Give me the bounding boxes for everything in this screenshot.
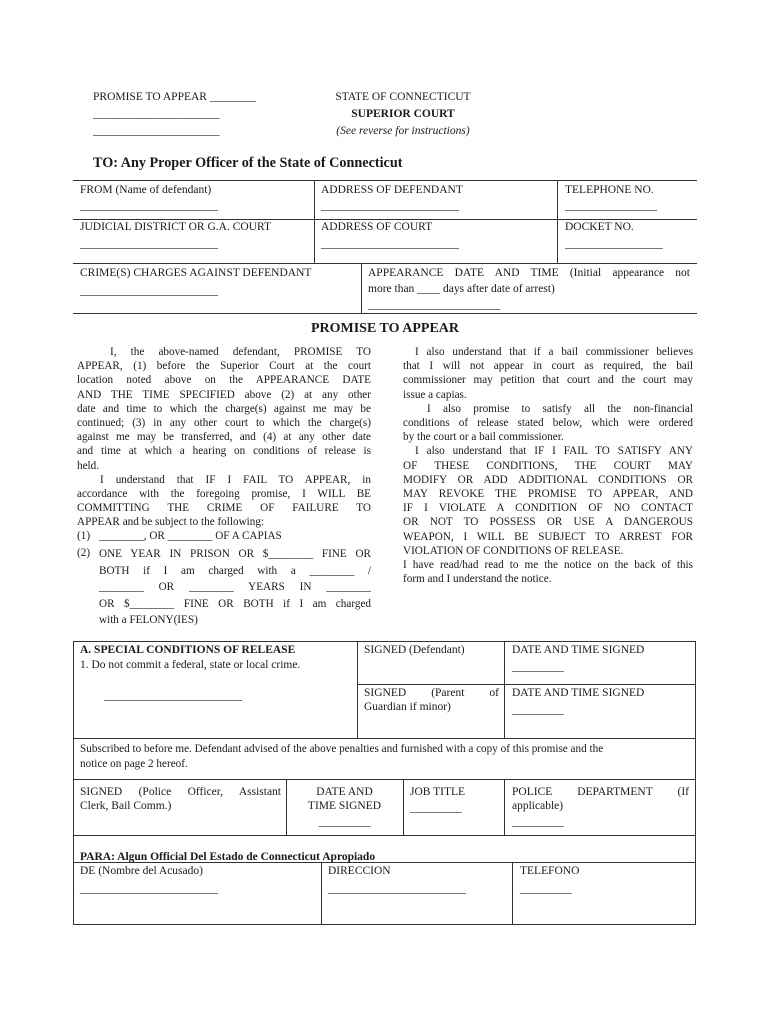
rule (73, 779, 696, 780)
time-signed-label: TIME SIGNED (307, 800, 382, 812)
job-title-field[interactable]: _________ (410, 802, 462, 814)
court-title: SUPERIOR COURT (351, 108, 455, 120)
understanding-paragraph: I also understand that if a bail commissioner believes that I will not appear in court as required, the bail commissioner may petition that court and the court may issue a capias. I also promise to satisfy all the non-financial conditions of release stated below, which were ordered by the court or a bail commissioner. I also understand that IF I FAIL TO SATISFY ANY OF THESE CONDITIONS, THE COURT MAY MODIFY OR ADD ADDITIONAL CONDITIONS OR MAY REVOKE THE PROMISE TO APPEAR, AND IF I VIOLATE A CONDITION OF NO CONTACT OR NOT TO POSSESS OR USE A DANGEROUS WEAPON, I WILL BE SUBJECT TO ARREST FOR VIOLATION OF CONDITIONS OF RELEASE. I have read/had read to me the notice on the back of this form and I understand the notice. (403, 346, 693, 586)
special-condition-field[interactable]: ________________________ (104, 690, 242, 702)
promise-title: PROMISE TO APPEAR (310, 321, 460, 336)
to-officer-heading: TO: Any Proper Officer of the State of Connecticut (93, 155, 403, 171)
judicial-district-field[interactable]: ________________________ (80, 238, 218, 250)
special-condition-item: 1. Do not commit a federal, state or local crime. (80, 659, 301, 671)
rule (73, 180, 697, 181)
rule (357, 641, 358, 738)
date-time-signed-field[interactable]: _________ (512, 704, 564, 716)
address-defendant-label: ADDRESS OF DEFENDANT (321, 184, 463, 196)
from-label: FROM (Name of defendant) (80, 184, 212, 196)
docket-label: DOCKET NO. (565, 221, 634, 233)
rule (361, 263, 362, 313)
rule (512, 862, 513, 925)
police-department-label: POLICE DEPARTMENT (If (512, 786, 689, 798)
appearance-date-label: APPEARANCE DATE AND TIME (Initial appearance not (368, 267, 690, 279)
rule (357, 684, 696, 685)
appearance-date-note: more than ____ days after date of arrest) (368, 283, 555, 295)
direccion-field[interactable]: ________________________ (328, 883, 466, 895)
rule (504, 779, 505, 835)
rule (73, 738, 696, 739)
header-blank-line[interactable]: ______________________ (93, 108, 220, 120)
promise-number-label: PROMISE TO APPEAR ________ (93, 91, 256, 103)
job-title-label: JOB TITLE (410, 786, 466, 798)
date-time-signed-label: DATE AND TIME SIGNED (512, 687, 645, 699)
item-number: (1) (77, 530, 91, 542)
de-field[interactable]: ________________________ (80, 883, 218, 895)
spanish-heading: PARA: Algun Official Del Estado de Connecticut Apropiado (80, 851, 376, 863)
address-court-label: ADDRESS OF COURT (321, 221, 433, 233)
rule (557, 180, 558, 263)
date-time-signed-field[interactable]: _________ (512, 661, 564, 673)
signed-defendant-label: SIGNED (Defendant) (364, 644, 465, 656)
telefono-label: TELEFONO (520, 865, 580, 877)
instructions-note: (See reverse for instructions) (336, 125, 470, 137)
subscribed-statement: notice on page 2 hereof. (80, 758, 188, 770)
rule (73, 835, 696, 836)
signed-officer-label: Clerk, Bail Comm.) (80, 800, 172, 812)
item-number: (2) (77, 547, 91, 559)
defendant-name-field[interactable]: ________________________ (80, 200, 218, 212)
penalty-item-1: ________, OR ________ OF A CAPIAS (99, 530, 282, 542)
address-court-field[interactable]: ________________________ (321, 238, 459, 250)
signed-parent-label: Guardian if minor) (364, 701, 451, 713)
date-and-label: DATE AND (316, 786, 373, 798)
appearance-date-field[interactable]: _______________________ (368, 299, 501, 311)
telefono-field[interactable]: _________ (520, 883, 572, 895)
de-label: DE (Nombre del Acusado) (80, 865, 203, 877)
crime-charges-field[interactable]: ________________________ (80, 285, 218, 297)
subscribed-statement: Subscribed to before me. Defendant advised of the above penalties and furnished with a copy of this promise and the (80, 743, 604, 755)
crime-charges-label: CRIME(S) CHARGES AGAINST DEFENDANT (80, 267, 312, 279)
signed-parent-label: SIGNED (Parent of (364, 687, 499, 699)
promise-paragraph: I, the above-named defendant, PROMISE TO APPEAR, (1) before the Superior Court at the court location noted above on the APPEARANCE DATE AND THE TIME SPECIFIED above (2) at any other date and time to which the charge(s) against me may be continued; (3) in any other court to which the charge(s) against me may be transferred, and (4) at any other date and time at which a hearing on conditions of release is held. I understand that IF I FAIL TO APPEAR, in accordance with the foregoing promise, I WILL BE COMMITTING THE CRIME OF FAILURE TO APPEAR and be subject to the following: (77, 346, 371, 529)
police-department-field[interactable]: _________ (512, 816, 564, 828)
rule (321, 862, 322, 925)
telephone-label: TELEPHONE NO. (565, 184, 654, 196)
address-defendant-field[interactable]: ________________________ (321, 200, 459, 212)
state-title: STATE OF CONNECTICUT (335, 91, 471, 103)
docket-field[interactable]: _________________ (565, 238, 663, 250)
telephone-field[interactable]: ________________ (565, 200, 657, 212)
penalty-item-2: ONE YEAR IN PRISON OR $________ FINE OR BOTH if I am charged with a ________ / ________ OR ________ YEARS IN ________ OR $________ FINE OR BOTH if I am charged with a FELONY(IES) (99, 548, 371, 627)
signed-officer-label: SIGNED (Police Officer, Assistant (80, 786, 281, 798)
rule (73, 263, 697, 264)
header-blank-line[interactable]: ______________________ (93, 125, 220, 137)
officer-date-field[interactable]: _________ (318, 816, 371, 828)
rule (314, 180, 315, 263)
police-department-label: applicable) (512, 800, 564, 812)
rule (403, 779, 404, 835)
date-time-signed-label: DATE AND TIME SIGNED (512, 644, 645, 656)
special-conditions-title: A. SPECIAL CONDITIONS OF RELEASE (80, 644, 296, 656)
rule (504, 641, 505, 738)
rule (73, 313, 697, 314)
direccion-label: DIRECCION (328, 865, 391, 877)
judicial-district-label: JUDICIAL DISTRICT OR G.A. COURT (80, 221, 271, 233)
